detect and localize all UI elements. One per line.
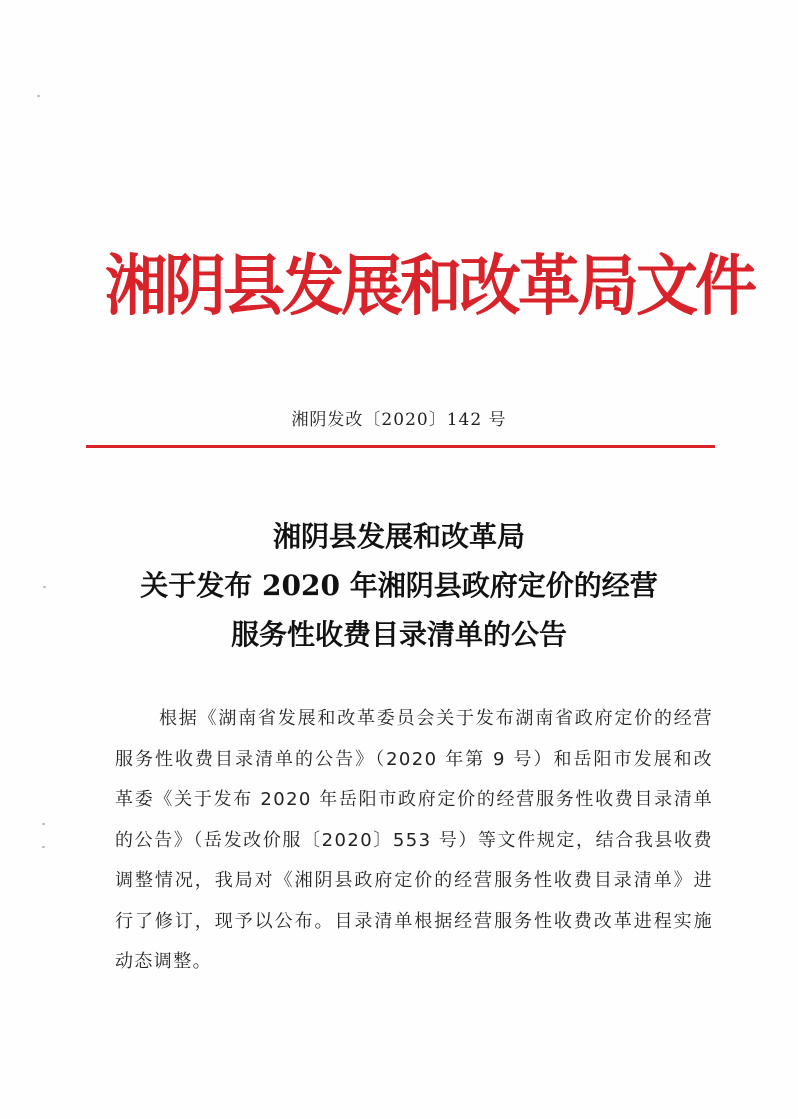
scan-speck: [37, 95, 40, 97]
title-line-3: 服务性收费目录清单的公告: [230, 618, 567, 651]
title-line-1: 湘阴县发展和改革局: [272, 520, 525, 553]
red-header-title: 湘阴县发展和改革局文件: [105, 246, 755, 325]
announcement-title: [0, 512, 798, 659]
body-paragraph: 根据《湖南省发展和改革委员会关于发布湖南省政府定价的经营服务性收费目录清单的公告》（2020 年第 9 号）和岳阳市发展和改革委《关于发布 2020 年岳阳市政府定价的经营服务性收费目录清单的公告》（岳发改价服〔2020〕553 号）等文件规定，结合我县收费调整情况，我局对《湘阴县政府定价的经营服务性收费目录清单》进行了修订，现予以公布。目录清单根据经营服务性收费改革进程实施动态调整。: [115, 708, 713, 972]
scan-speck: [43, 586, 46, 588]
title-line-2: 关于发布 2020 年湘阴县政府定价的经营: [140, 569, 658, 602]
red-divider-line: [86, 445, 715, 448]
scan-speck: [42, 846, 45, 848]
scan-speck: [42, 823, 45, 825]
document-number: 湘阴发改〔2020〕142 号: [291, 410, 507, 430]
